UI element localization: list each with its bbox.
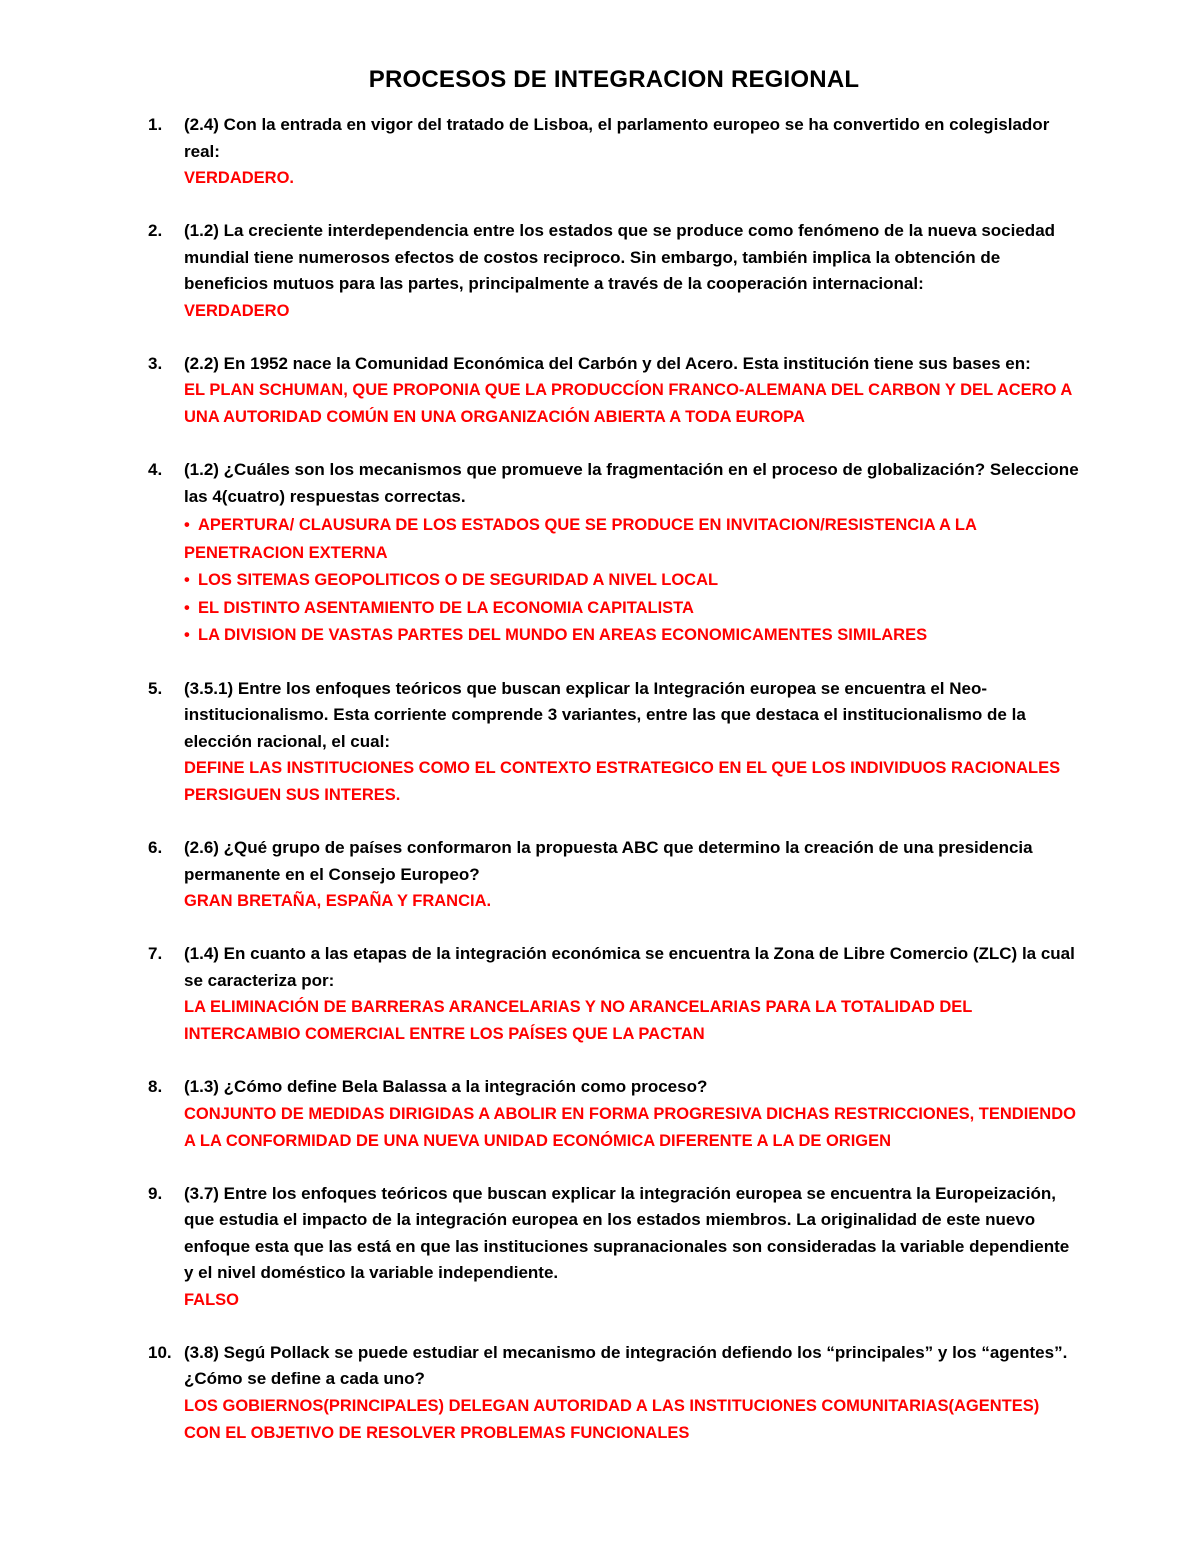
answer-bullet-item [184, 512, 1080, 567]
bullet-icon: • [184, 598, 190, 617]
question-number: 2. [148, 221, 163, 240]
answer-text: VERDADERO [184, 301, 290, 320]
answer-text: LOS GOBIERNOS(PRINCIPALES) DELEGAN AUTORIDAD A LAS INSTITUCIONES COMUNITARIAS(AGENTES) CON EL OBJETIVO DE RESOLVER PROBLEMAS FUNCIONALES [184, 1396, 1040, 1442]
question-number: 6. [148, 838, 163, 857]
question-number: 7. [148, 944, 163, 963]
question-item [148, 1074, 1080, 1155]
question-item [148, 218, 1080, 325]
question-list [148, 112, 1080, 1447]
question-item [148, 351, 1080, 432]
answer-bullet-item [184, 622, 1080, 650]
question-item [148, 1340, 1080, 1447]
answer-text: APERTURA/ CLAUSURA DE LOS ESTADOS QUE SE PRODUCE EN INVITACION/RESISTENCIA A LA PENETRACION EXTERNA [184, 516, 977, 562]
question-number: 8. [148, 1077, 163, 1096]
bullet-icon: • [184, 516, 190, 534]
answer-text: LA DIVISION DE VASTAS PARTES DEL MUNDO EN AREAS ECONOMICAMENTES SIMILARES [198, 626, 928, 644]
question-text: (1.3) ¿Cómo define Bela Balassa a la integración como proceso? [184, 1077, 708, 1096]
answer-text: LA ELIMINACIÓN DE BARRERAS ARANCELARIAS Y NO ARANCELARIAS PARA LA TOTALIDAD DEL INTERCAMBIO COMERCIAL ENTRE LOS PAÍSES QUE LA PACTAN [184, 998, 973, 1043]
answer-text: GRAN BRETAÑA, ESPAÑA Y FRANCIA. [184, 892, 492, 910]
question-item [148, 112, 1080, 192]
question-number: 3. [148, 353, 163, 373]
question-number: 4. [148, 460, 163, 479]
answer-bullet-item [184, 595, 1080, 623]
answer-text: LOS SITEMAS GEOPOLITICOS O DE SEGURIDAD A NIVEL LOCAL [198, 571, 719, 589]
question-text: (3.7) Entre los enfoques teóricos que buscan explicar la integración europea se encuentra la Europeización, que estudia el impacto de la integración europea en los estados miembros. La originalidad de este nuevo enfoque esta que las está en que las instituciones supranacionales son consideradas la variable dependiente y el nivel doméstico la variable independiente. [184, 1183, 1070, 1282]
question-text: (3.5.1) Entre los enfoques teóricos que buscan explicar la Integración europea se encuentra el Neo-institucionalismo. Esta corriente comprende 3 variantes, entre las que destaca el institucionalismo de la elección racional, el cual: [184, 678, 1026, 751]
answer-bullet-list [184, 512, 1080, 650]
question-text: (1.2) ¿Cuáles son los mecanismos que promueve la fragmentación en el proceso de globalización? Seleccione las 4(cuatro) respuestas correctas. [184, 460, 1079, 506]
bullet-icon: • [184, 571, 190, 589]
question-number: 5. [148, 678, 163, 698]
question-number: 1. [148, 115, 163, 134]
question-item [148, 1181, 1080, 1314]
question-text: (1.2) La creciente interdependencia entre los estados que se produce como fenómeno de la nueva sociedad mundial tiene numerosos efectos de costos reciproco. Sin embargo, también implica la obtención de beneficios mutuos para las partes, principalmente a través de la cooperación internacional: [184, 221, 1056, 293]
question-text: (3.8) Segú Pollack se puede estudiar el mecanismo de integración defiendo los “principales” y los “agentes”. ¿Cómo se define a cada uno? [184, 1342, 1068, 1388]
question-item [148, 457, 1080, 650]
page-title: PROCESOS DE INTEGRACION REGIONAL [368, 66, 860, 93]
answer-text: FALSO [184, 1290, 240, 1309]
answer-text: EL PLAN SCHUMAN, QUE PROPONIA QUE LA PRODUCCÍON FRANCO-ALEMANA DEL CARBON Y DEL ACERO A UNA AUTORIDAD COMÚN EN UNA ORGANIZACIÓN ABIERTA A TODA EUROPA [184, 381, 1072, 426]
answer-text: EL DISTINTO ASENTAMIENTO DE LA ECONOMIA CAPITALISTA [198, 598, 694, 617]
answer-text: DEFINE LAS INSTITUCIONES COMO EL CONTEXTO ESTRATEGICO EN EL QUE LOS INDIVIDUOS RACIONALES PERSIGUEN SUS INTERES. [184, 759, 1061, 804]
question-text: (2.6) ¿Qué grupo de países conformaron la propuesta ABC que determino la creación de una presidencia permanente en el Consejo Europeo? [184, 838, 1033, 884]
answer-text: VERDADERO. [184, 169, 295, 187]
bullet-icon: • [184, 626, 190, 644]
question-item [148, 676, 1080, 810]
question-number: 10. [148, 1342, 172, 1362]
question-item [148, 835, 1080, 915]
question-text: (1.4) En cuanto a las etapas de la integración económica se encuentra la Zona de Libre Comercio (ZLC) la cual se caracteriza por: [184, 944, 1075, 990]
question-number: 9. [148, 1183, 163, 1203]
answer-bullet-item [184, 567, 1080, 595]
question-text: (2.4) Con la entrada en vigor del tratado de Lisboa, el parlamento europeo se ha convertido en colegislador real: [184, 115, 1050, 161]
question-text: (2.2) En 1952 nace la Comunidad Económica del Carbón y del Acero. Esta institución tiene sus bases en: [184, 353, 1031, 373]
question-item [148, 941, 1080, 1048]
answer-text: CONJUNTO DE MEDIDAS DIRIGIDAS A ABOLIR EN FORMA PROGRESIVA DICHAS RESTRICCIONES, TENDIENDO A LA CONFORMIDAD DE UNA NUEVA UNIDAD ECONÓMICA DIFERENTE A LA DE ORIGEN [184, 1104, 1076, 1150]
